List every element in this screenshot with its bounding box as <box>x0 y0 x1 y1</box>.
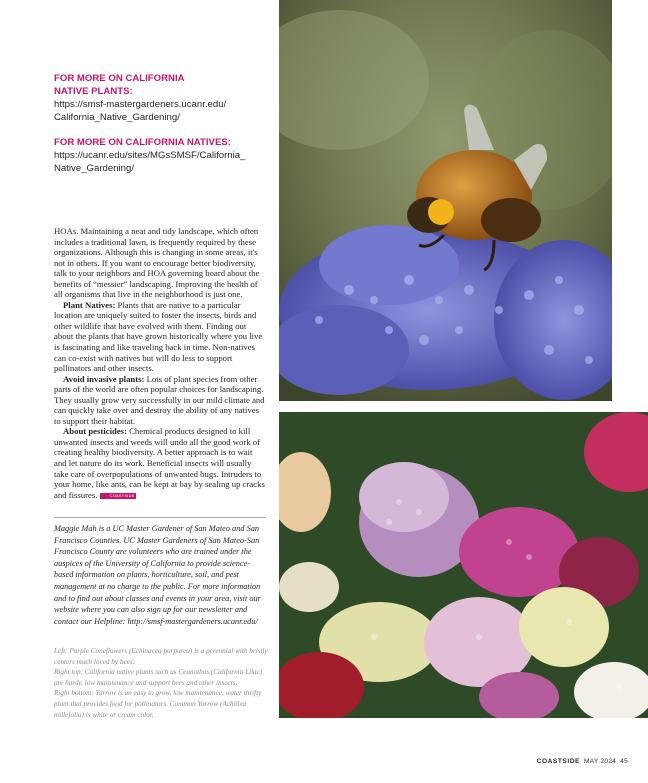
lead-pesticides: About pesticides: <box>63 426 127 437</box>
text-invasive: Lots of plant species from other parts of the world are often popular choices for landscaping. They usually grow very successfully in our mild climate and can quickly take over and destroy the ability of any natives to support their habitat. <box>54 373 265 426</box>
caption-right-top: Right top: California native plants such as Ceanothus (California Lilac) are hardy, low maintenance and support bees and other insects. <box>54 668 263 687</box>
text-plant-natives: Plants that are native to a particular location are uniquely suited to foster the insects, birds and other wildlife that have evolved with them. Finding out about the plants that have grown historically where you live is fascinating and like traveling back in time. Non-natives can co-exist with natives but will do less to support pollinators and other insects. <box>54 299 263 374</box>
bio-divider <box>54 517 266 518</box>
photo-captions <box>54 646 268 720</box>
bee-on-ceanothus-photo <box>279 0 612 401</box>
paragraph-pesticides <box>54 426 266 500</box>
resource-link[interactable]: https://smsf-mastergardeners.ucanr.edu/ California_Native_Gardening/ <box>54 99 227 123</box>
end-mark-logo: COASTSIDE <box>100 493 136 499</box>
footer-date: MAY 2024 <box>584 758 617 765</box>
footer-page-number: 45 <box>620 758 628 765</box>
resource-link[interactable]: https://ucanr.edu/sites/MGsSMSF/California_ Native_Gardening/ <box>54 150 246 174</box>
page-footer <box>533 758 628 765</box>
resource-block-natives <box>54 136 274 175</box>
caption-right-bottom: Right bottom: Yarrow is an easy to grow, low maintenance, water thrifty plant that provides food for pollinators. Common Yarrow (Achillea millefolia) is white or cream color. <box>54 689 262 719</box>
caption-left: Left: Purple Coneflowers (Echinacea purpurea) is a perennial with bristly centers much loved by bees. <box>54 647 268 666</box>
text-pesticides: Chemical products designed to kill unwanted insects and weeds will undo all the good work of creating healthy biodiversity. A better approach is to wait and let nature do its work. Beneficial insects will usually take care of overpopulations of unwanted bugs. Intruders to your home, like ants, can be kept at bay by sealing up cracks and fissures. <box>54 426 265 500</box>
lead-plant-natives: Plant Natives: <box>63 299 116 310</box>
paragraph-plant-natives <box>54 300 266 374</box>
yarrow-flowers-photo <box>279 412 648 718</box>
footer-brand: COASTSIDE <box>536 758 580 765</box>
paragraph-invasive <box>54 374 266 427</box>
resource-heading: FOR MORE ON CALIFORNIA NATIVE PLANTS: <box>54 73 185 97</box>
resource-block-native-plants <box>54 72 274 124</box>
lead-invasive: Avoid invasive plants: <box>63 373 145 384</box>
paragraph-hoas: HOAs. Maintaining a neat and tidy landscape, which often includes a traditional lawn, is frequently required by these organizations. Although this is changing in some areas, it's not in others. If you want to encourage better biodiversity, talk to your neighbors and HOA governing board about the benefits of “messier” landscaping. Improving the health of all organisms that live in the neighborhood is just one. <box>54 226 260 300</box>
resources-sidebar <box>54 72 274 187</box>
author-bio: Maggie Mah is a UC Master Gardener of San Mateo and San Francisco Counties. UC Master Gardeners of San Mateo-San Francisco County are volunteers who are trained under the auspices of the University of California to provide science-based information on plants, horticulture, soil, and pest management at no charge to the public. For more information and to find out about classes and events in your area, visit our website where you can also sign up for our newsletter and contact our Helpline: http://smsf-mastergardeners.ucanr.edu/ <box>54 524 261 626</box>
resource-heading: FOR MORE ON CALIFORNIA NATIVES: <box>54 137 231 148</box>
article-body <box>54 226 266 500</box>
